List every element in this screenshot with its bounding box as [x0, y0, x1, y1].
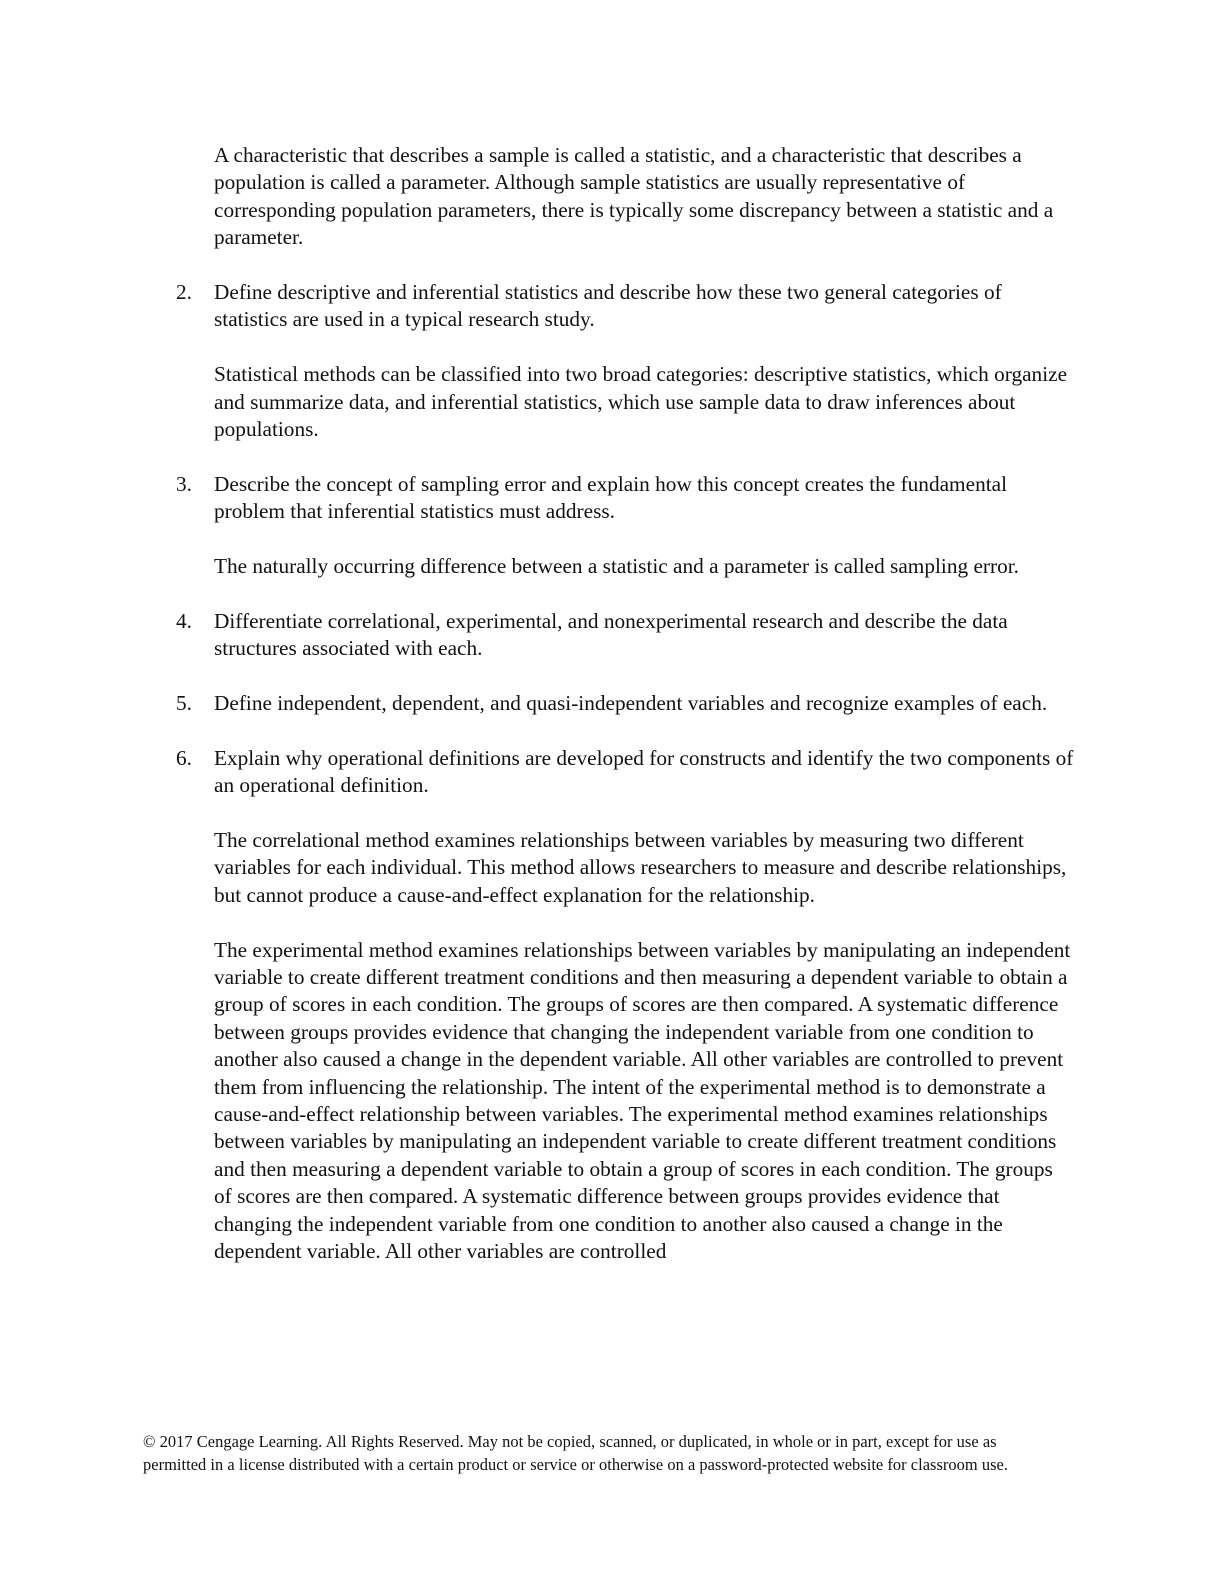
page-content — [176, 142, 1074, 1293]
item-question: Define independent, dependent, and quasi-independent variables and recognize examples of each. — [214, 691, 1048, 716]
item-answer: The correlational method examines relationships between variables by measuring two different variables for each individual. This method allows researchers to measure and describe relationships, but cannot produce a cause-and-effect explanation for the relationship. — [214, 828, 1067, 907]
list-item-4 — [176, 608, 1074, 663]
item-question: Explain why operational definitions are developed for constructs and identify the two components of an operational definition. — [214, 745, 1074, 798]
item-answer-continued: The experimental method examines relationships between variables by manipulating an independent variable to create different treatment conditions and then measuring a dependent variable to obtain a group of scores in each condition. The groups of scores are then compared. A systematic difference between groups provides evidence that changing the independent variable from one condition to another also caused a change in the dependent variable. All other variables are controlled to prevent them from influencing the relationship. The intent of the experimental method is to demonstrate a cause-and-effect relationship between variables. The experimental method examines relationships between variables by manipulating an independent variable to create different treatment conditions and then measuring a dependent variable to obtain a group of scores in each condition. The groups of scores are then compared. A systematic difference between groups provides evidence that changing the independent variable from one condition to another also caused a change in the dependent variable. All other variables are controlled — [214, 937, 1071, 1264]
copyright-text: © 2017 Cengage Learning. All Rights Reserved. May not be copied, scanned, or duplicated, in whole or in part, except for use as permitted in a license distributed with a certain product or service or otherwise on a password-protected website for classroom use. — [143, 1432, 1009, 1474]
intro-paragraph: A characteristic that describes a sample is called a statistic, and a characteristic that describes a population is called a parameter. Although sample statistics are usually representative of corresponding population parameters, there is typically some discrepancy between a statistic and a parameter. — [214, 143, 1054, 250]
item-number: 6. — [176, 745, 192, 770]
item-number: 4. — [176, 608, 192, 633]
item-answer: The naturally occurring difference between a statistic and a parameter is called sampling error. — [214, 554, 1019, 579]
item-answer: Statistical methods can be classified into two broad categories: descriptive statistics, which organize and summarize data, and inferential statistics, which use sample data to draw inferences about populations. — [214, 362, 1068, 442]
item-question: Describe the concept of sampling error and explain how this concept creates the fundamental problem that inferential statistics must address. — [214, 471, 1008, 524]
list-item-3 — [176, 471, 1074, 526]
item-number: 5. — [176, 691, 192, 716]
item-question: Define descriptive and inferential statistics and describe how these two general categories of statistics are used in a typical research study. — [214, 280, 1002, 332]
copyright-footer — [143, 1431, 1043, 1476]
item-number: 2. — [176, 280, 192, 305]
list-item-6 — [176, 745, 1074, 800]
item-number: 3. — [176, 471, 192, 496]
item-question: Differentiate correlational, experimental, and nonexperimental research and describe the data structures associated with each. — [214, 608, 1008, 661]
list-item-5 — [176, 690, 1074, 717]
list-item-2 — [176, 279, 1074, 334]
